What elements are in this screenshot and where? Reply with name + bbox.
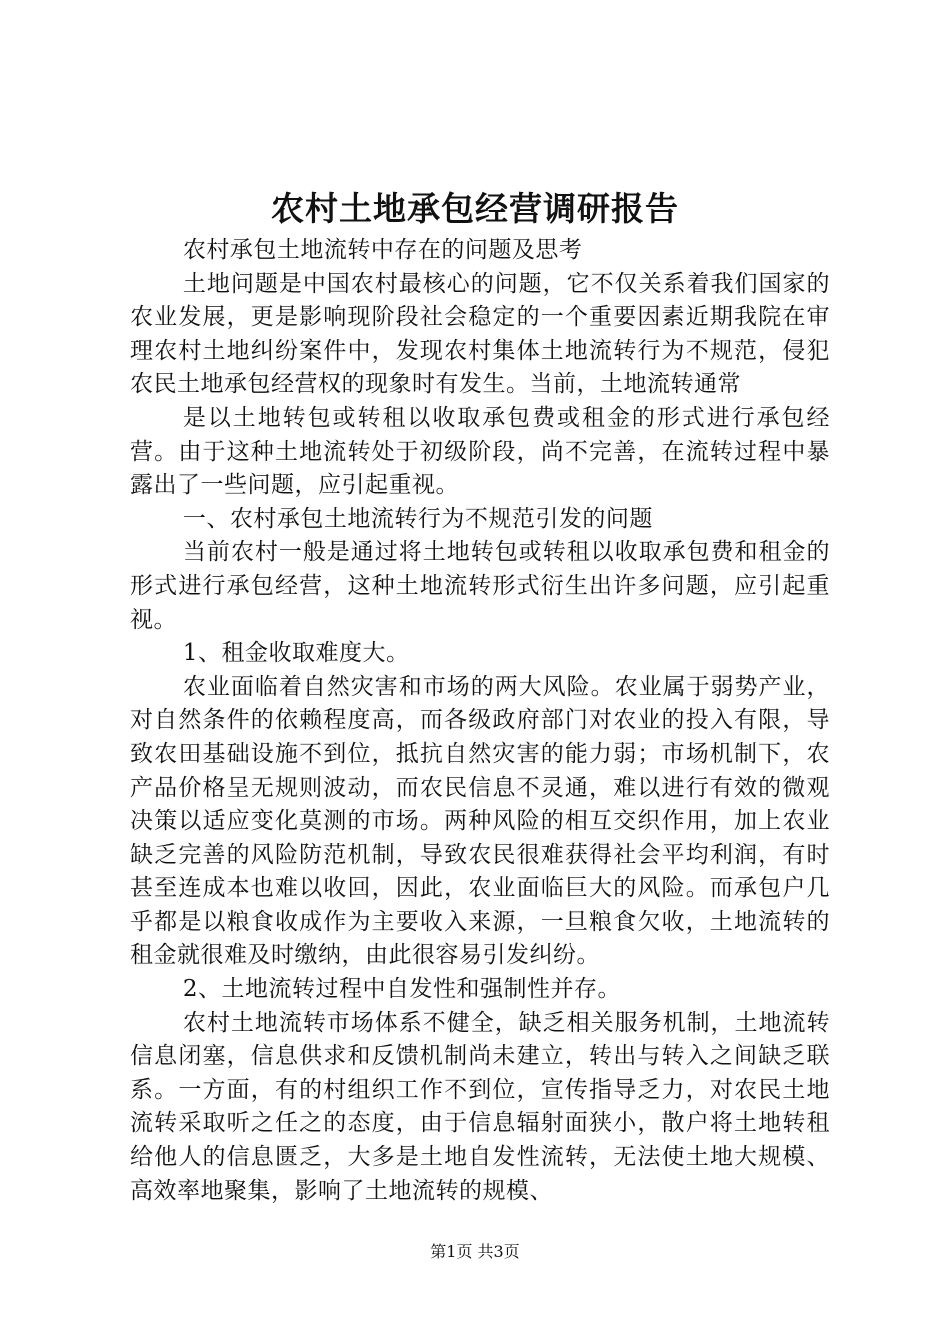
page-number-footer: 第1页 共3页	[430, 1242, 520, 1261]
subsection-heading: 1、租金收取难度大。	[182, 640, 410, 667]
subtitle-paragraph: 农村承包土地流转中存在的问题及思考	[182, 237, 583, 263]
body-paragraph: 当前农村一般是通过将土地转包或转租以收取承包费和租金的形式进行承包经营，这种土地流转形式衍生出许多问题，应引起重视。	[130, 539, 830, 633]
body-paragraph: 农村土地流转市场体系不健全，缺乏相关服务机制，土地流转信息闭塞，信息供求和反馈机制尚未建立，转出与转入之间缺乏联系。一方面，有的村组织工作不到位，宣传指导乏力，对农民土地流转采取听之任之的态度，由于信息辐射面狭小，散户将土地转租给他人的信息匮乏，大多是土地自发性流转，无法使土地大规模、高效率地聚集，影响了土地流转的规模、	[130, 1009, 830, 1204]
document-title: 农村土地承包经营调研报告	[271, 189, 679, 228]
section-heading: 一、农村承包土地流转行为不规范引发的问题	[182, 505, 653, 532]
body-paragraph: 土地问题是中国农村最核心的问题，它不仅关系着我们国家的农业发展，更是影响现阶段社会稳定的一个重要因素近期我院在审理农村土地纠纷案件中，发现农村集体土地流转行为不规范，侵犯农民土地承包经营权的现象时有发生。当前，土地流转通常	[130, 270, 830, 398]
document-body	[130, 234, 830, 1208]
body-paragraph: 农业面临着自然灾害和市场的两大风险。农业属于弱势产业，对自然条件的依赖程度高，而各级政府部门对农业的投入有限，导致农田基础设施不到位，抵抗自然灾害的能力弱；市场机制下，农产品价格呈无规则波动，而农民信息不灵通，难以进行有效的微观决策以适应变化莫测的市场。两种风险的相互交织作用，加上农业缺乏完善的风险防范机制，导致农民很难获得社会平均利润，有时甚至连成本也难以收回，因此，农业面临巨大的风险。而承包户几乎都是以粮食收成作为主要收入来源，一旦粮食欠收，土地流转的租金就很难及时缴纳，由此很容易引发纠纷。	[130, 673, 830, 969]
body-paragraph: 是以土地转包或转租以收取承包费或租金的形式进行承包经营。由于这种土地流转处于初级阶段，尚不完善，在流转过程中暴露出了一些问题，应引起重视。	[130, 404, 830, 499]
subsection-heading: 2、土地流转过程中自发性和强制性并存。	[182, 976, 622, 1003]
